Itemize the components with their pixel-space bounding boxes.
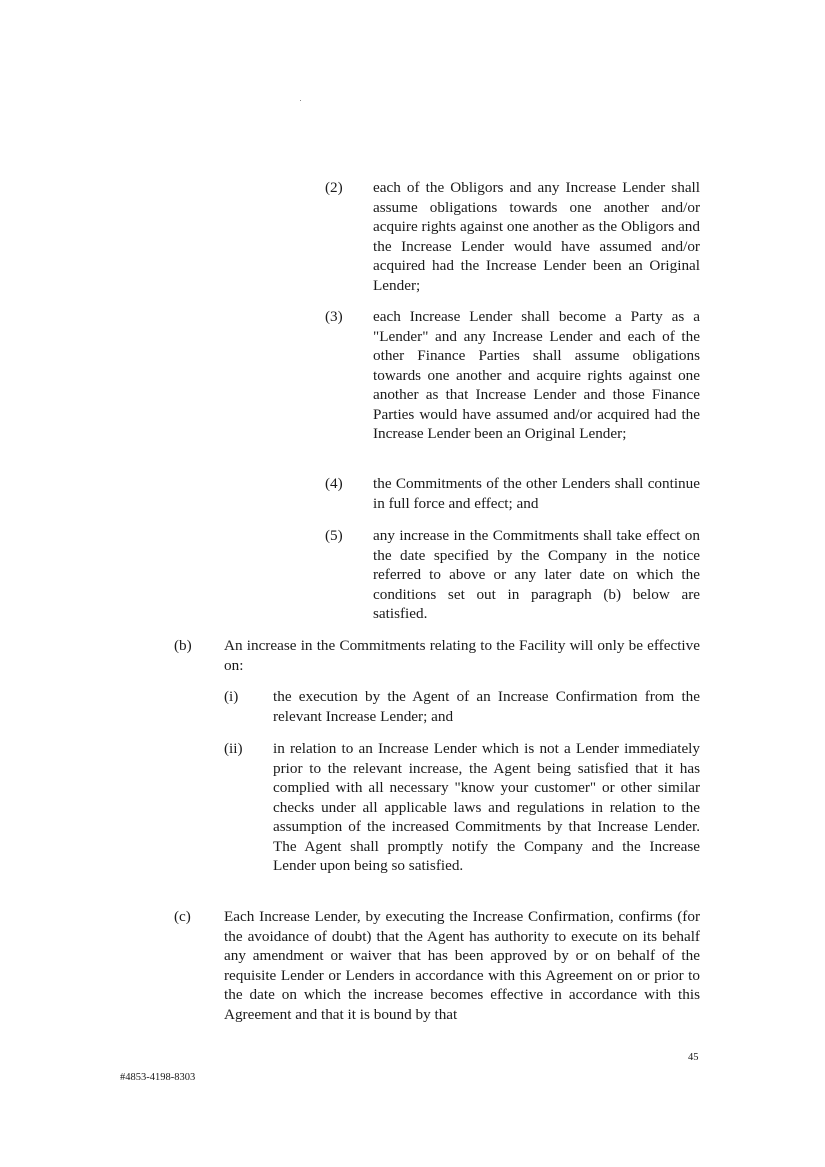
item-label-3: (3) [325, 308, 343, 325]
item-text-b: An increase in the Commitments relating to the Facility will only be effective on: [224, 637, 700, 674]
item-label-i: (i) [224, 688, 239, 705]
item-text-3: each Increase Lender shall become a Party as a "Lender" and any Increase Lender and each of the other Finance Parties shall assume obligations towards one another and acquire rights against one another as that Increase Lender and those Finance Parties would have assumed and/or acquired had the Increase Lender been an Original Lender; [373, 308, 700, 442]
item-label-2: (2) [325, 179, 343, 196]
item-label-ii: (ii) [224, 740, 243, 757]
page-number: 45 [688, 1052, 699, 1063]
item-label-5: (5) [325, 527, 343, 544]
item-text-i: the execution by the Agent of an Increase Confirmation from the relevant Increase Lender; and [273, 688, 700, 725]
item-text-4: the Commitments of the other Lenders shall continue in full force and effect; and [373, 475, 700, 512]
item-text-c: Each Increase Lender, by executing the Increase Confirmation, confirms (for the avoidance of doubt) that the Agent has authority to execute on its behalf any amendment or waiver that has been approved by or on behalf of the requisite Lender or Lenders in accordance with this Agreement on or prior to the date on which the increase becomes effective in accordance with this Agreement and that it is bound by that [224, 908, 700, 1023]
item-text-5: any increase in the Commitments shall take effect on the date specified by the Company in the notice referred to above or any later date on which the conditions set out in paragraph (b) below are satisfied. [373, 527, 700, 622]
item-label-4: (4) [325, 475, 343, 492]
item-label-c: (c) [174, 908, 191, 925]
item-label-b: (b) [174, 637, 192, 654]
document-id: #4853-4198-8303 [120, 1072, 196, 1083]
stray-mark [300, 100, 301, 101]
item-text-2: each of the Obligors and any Increase Lender shall assume obligations towards one another and/or acquire rights against one another as the Obligors and the Increase Lender would have assumed and/or acquired had the Increase Lender been an Original Lender; [373, 179, 700, 294]
item-text-ii: in relation to an Increase Lender which is not a Lender immediately prior to the relevant increase, the Agent being satisfied that it has complied with all necessary "know your customer" or other similar checks under all applicable laws and regulations in relation to the assumption of the increased Commitments by that Increase Lender. The Agent shall promptly notify the Company and the Increase Lender upon being so satisfied. [273, 740, 700, 874]
